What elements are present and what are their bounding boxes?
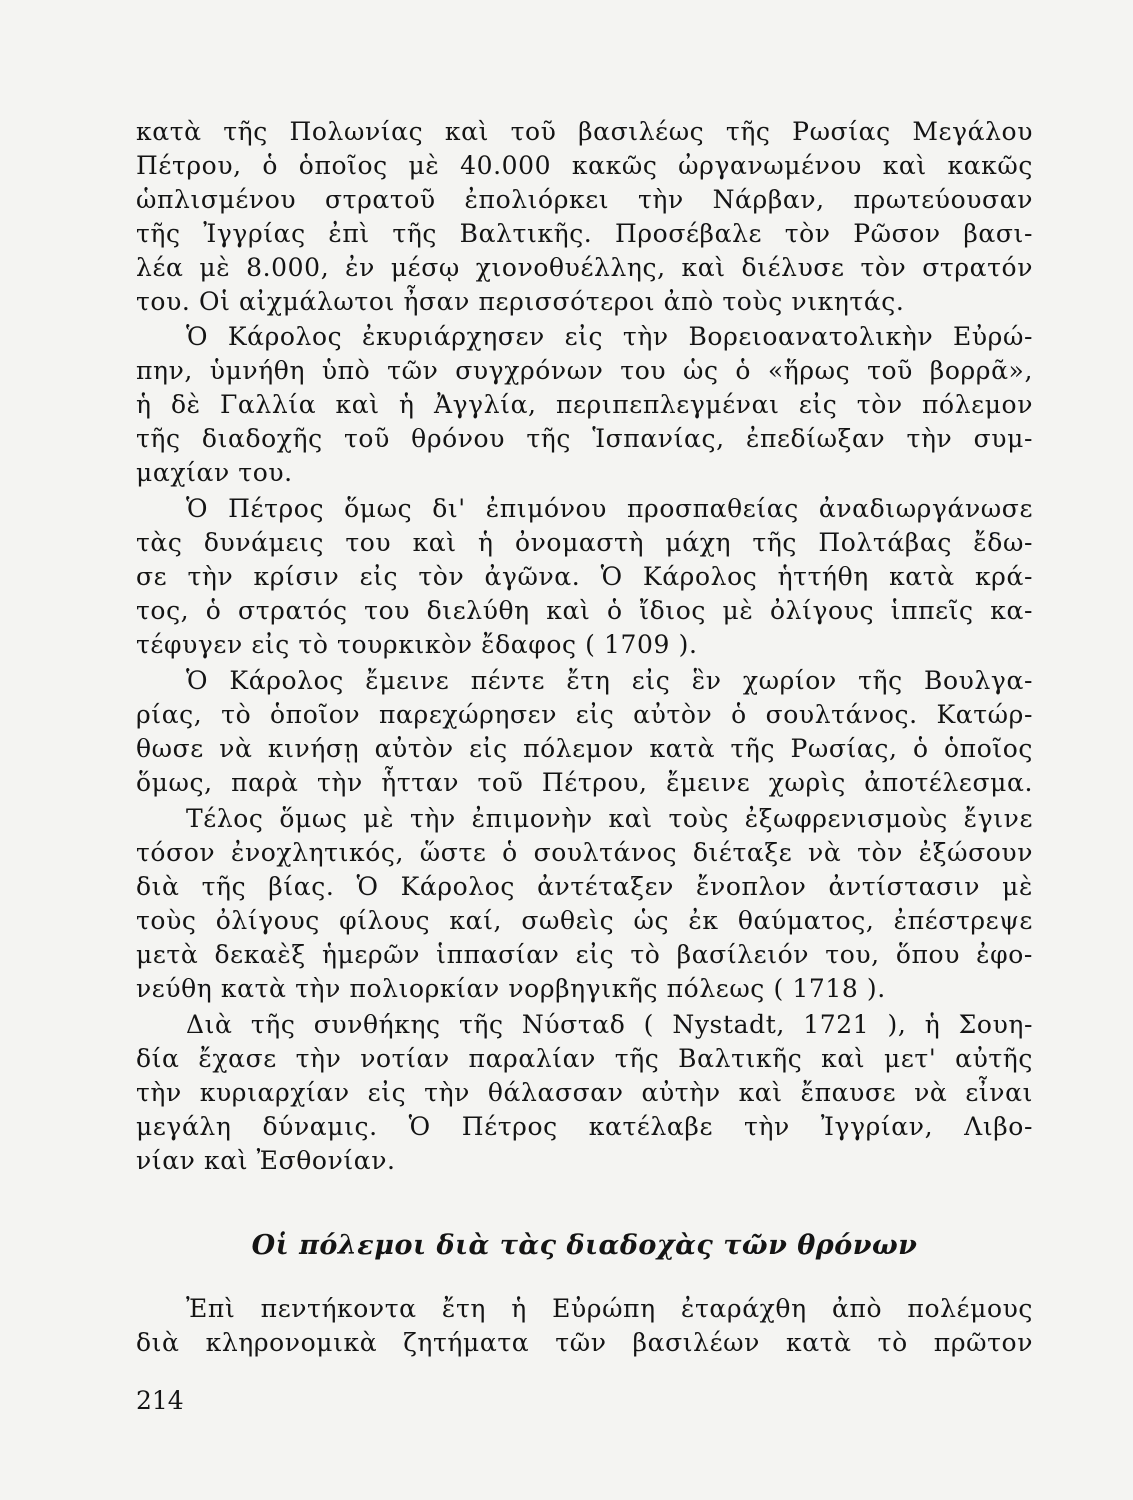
- text-line: διὰ τῆς βίας. Ὁ Κάρολος ἀντέταξεν ἔνοπλον ἀντίστασιν μὲ: [136, 872, 1033, 901]
- text-line: ρίας, τὸ ὁποῖον παρεχώρησεν εἰς αὐτὸν ὁ σουλτάνος. Κατώρ-: [136, 700, 1033, 729]
- text-line: λέα μὲ 8.000, ἐν μέσῳ χιονοθυέλλης, καὶ διέλυσε τὸν στρατόν: [136, 253, 1033, 282]
- text-line: νίαν καὶ Ἐσθονίαν.: [136, 1146, 396, 1175]
- text-line: τος, ὁ στρατός του διελύθη καὶ ὁ ἴδιος μὲ ὀλίγους ἱππεῖς κα-: [136, 596, 1033, 625]
- text-line: τὰς δυνάμεις του καὶ ἡ ὀνομαστὴ μάχη τῆς Πολτάβας ἔδω-: [136, 528, 1033, 557]
- text-line: κατὰ τῆς Πολωνίας καὶ τοῦ βασιλέως τῆς Ρωσίας Μεγάλου: [136, 117, 1033, 146]
- text-line: Πέτρου, ὁ ὁποῖος μὲ 40.000 κακῶς ὠργανωμένου καὶ κακῶς: [136, 151, 1033, 180]
- paragraph-first-line: Ὁ Πέτρος ὅμως δι' ἐπιμόνου προσπαθείας ἀναδιωργάνωσε: [186, 494, 1033, 523]
- page-number: 214: [136, 1386, 184, 1415]
- text-line: τόσον ἐνοχλητικός, ὥστε ὁ σουλτάνος διέταξε νὰ τὸν ἐξώσουν: [136, 838, 1033, 867]
- text-line: ὡπλισμένου στρατοῦ ἐπολιόρκει τὴν Νάρβαν, πρωτεύουσαν: [136, 185, 1033, 214]
- text-line: ὅμως, παρὰ τὴν ἧτταν τοῦ Πέτρου, ἔμεινε χωρὶς ἀποτέλεσμα.: [136, 768, 1033, 797]
- text-line: μετὰ δεκαὲξ ἡμερῶν ἱππασίαν εἰς τὸ βασίλειόν του, ὅπου ἐφο-: [136, 940, 1033, 969]
- text-line: θωσε νὰ κινήσῃ αὐτὸν εἰς πόλεμον κατὰ τῆς Ρωσίας, ὁ ὁποῖος: [136, 734, 1033, 763]
- text-line: τῆς διαδοχῆς τοῦ θρόνου τῆς Ἱσπανίας, ἐπεδίωξαν τὴν συμ-: [136, 424, 1033, 453]
- text-line: τὴν κυριαρχίαν εἰς τὴν θάλασσαν αὐτὴν καὶ ἔπαυσε νὰ εἶναι: [136, 1078, 1033, 1107]
- text-line: διὰ κληρονομικὰ ζητήματα τῶν βασιλέων κατὰ τὸ πρῶτον: [136, 1328, 1033, 1357]
- text-line: ἡ δὲ Γαλλία καὶ ἡ Ἀγγλία, περιπεπλεγμέναι εἰς τὸν πόλεμον: [136, 390, 1033, 419]
- text-line: σε τὴν κρίσιν εἰς τὸν ἀγῶνα. Ὁ Κάρολος ἡττήθη κατὰ κρά-: [136, 562, 1033, 591]
- paragraph-first-line: Διὰ τῆς συνθήκης τῆς Νύσταδ ( Nystadt, 1721 ), ἡ Σουη-: [186, 1010, 1033, 1039]
- text-line: μαχίαν του.: [136, 458, 293, 487]
- text-line: πην, ὑμνήθη ὑπὸ τῶν συγχρόνων του ὡς ὁ «ἥρως τοῦ βορρᾶ»,: [136, 356, 1033, 385]
- text-line: μεγάλη δύναμις. Ὁ Πέτρος κατέλαβε τὴν Ἰγγρίαν, Λιβο-: [136, 1112, 1033, 1141]
- text-line: δία ἔχασε τὴν νοτίαν παραλίαν τῆς Βαλτικῆς καὶ μετ' αὐτῆς: [136, 1044, 1033, 1073]
- text-line: τοὺς ὀλίγους φίλους καί, σωθεὶς ὡς ἐκ θαύματος, ἐπέστρεψε: [136, 906, 1033, 935]
- text-line: νεύθη κατὰ τὴν πολιορκίαν νορβηγικῆς πόλεως ( 1718 ).: [136, 974, 886, 1003]
- paragraph-first-line: Τέλος ὅμως μὲ τὴν ἐπιμονὴν καὶ τοὺς ἐξωφρενισμοὺς ἔγινε: [186, 804, 1033, 833]
- section-heading: Οἱ πόλεμοι διὰ τὰς διαδοχὰς τῶν θρόνων: [251, 1230, 918, 1261]
- text-line: του. Οἱ αἰχμάλωτοι ἦσαν περισσότεροι ἀπὸ τοὺς νικητάς.: [136, 287, 905, 316]
- text-line: τῆς Ἰγγρίας ἐπὶ τῆς Βαλτικῆς. Προσέβαλε τὸν Ρῶσον βασι-: [136, 219, 1033, 248]
- paragraph-first-line: Ὁ Κάρολος ἐκυριάρχησεν εἰς τὴν Βορειοανατολικὴν Εὐρώ-: [186, 322, 1033, 351]
- text-line: τέφυγεν εἰς τὸ τουρκικὸν ἔδαφος ( 1709 ).: [136, 630, 698, 659]
- paragraph-first-line: Ἐπὶ πεντήκοντα ἔτη ἡ Εὐρώπη ἐταράχθη ἀπὸ πολέμους: [186, 1294, 1033, 1323]
- paragraph-first-line: Ὁ Κάρολος ἔμεινε πέντε ἔτη εἰς ἓν χωρίον τῆς Βουλγα-: [186, 666, 1033, 695]
